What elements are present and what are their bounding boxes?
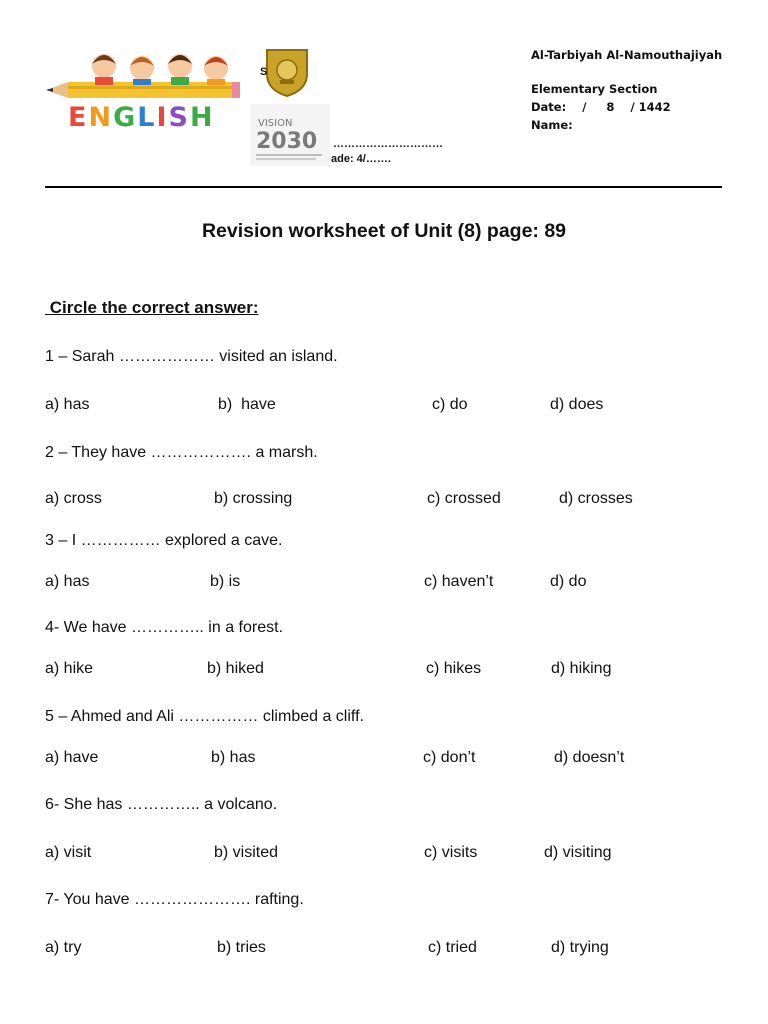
vision-2030-logo bbox=[250, 104, 330, 166]
question-5: 5 – Ahmed and Ali …………… climbed a cliff. bbox=[45, 708, 364, 725]
question-4: 4- We have ………….. in a forest. bbox=[45, 619, 284, 636]
q2-option-d[interactable]: d) crosses bbox=[559, 490, 633, 507]
question-7: 7- You have …………………. rafting. bbox=[45, 891, 304, 908]
q3-option-a[interactable]: a) has bbox=[45, 573, 90, 590]
q3-option-b[interactable]: b) is bbox=[210, 573, 241, 590]
q3-option-d[interactable]: d) do bbox=[550, 573, 587, 590]
kids-pencil-illustration bbox=[46, 42, 242, 102]
q7-option-b[interactable]: b) tries bbox=[217, 939, 266, 956]
worksheet-title: Revision worksheet of Unit (8) page: 89 bbox=[201, 220, 567, 242]
q2-option-a[interactable]: a) cross bbox=[45, 490, 102, 507]
logo-letter: N bbox=[88, 102, 114, 133]
crest-letter: S bbox=[260, 66, 268, 78]
q1-option-b[interactable]: b) have bbox=[218, 396, 276, 413]
name-dots: ………………………… bbox=[333, 138, 443, 150]
header-divider bbox=[45, 186, 722, 188]
logo-letter: I bbox=[156, 102, 169, 133]
english-logo bbox=[46, 42, 242, 138]
q5-option-c[interactable]: c) don’t bbox=[423, 749, 476, 766]
vision-label: VISION bbox=[258, 118, 293, 129]
q6-option-c[interactable]: c) visits bbox=[424, 844, 478, 861]
section-name: Elementary Section bbox=[531, 82, 658, 96]
grade-line: ade: 4/……. bbox=[331, 153, 391, 165]
vision-year: 2030 bbox=[256, 129, 318, 154]
q7-option-a[interactable]: a) try bbox=[45, 939, 82, 956]
q6-option-d[interactable]: d) visiting bbox=[544, 844, 612, 861]
question-1: 1 – Sarah ……………… visited an island. bbox=[45, 348, 338, 365]
q1-option-c[interactable]: c) do bbox=[432, 396, 468, 413]
q4-option-d[interactable]: d) hiking bbox=[551, 660, 612, 677]
logo-letter: E bbox=[68, 102, 89, 133]
question-2: 2 – They have ………………. a marsh. bbox=[45, 444, 318, 461]
date-field: Date: / 8 / 1442 bbox=[531, 100, 671, 114]
question-6: 6- She has ………….. a volcano. bbox=[45, 796, 278, 813]
q3-option-c[interactable]: c) haven’t bbox=[424, 573, 494, 590]
logo-word bbox=[68, 102, 215, 133]
q5-option-b[interactable]: b) has bbox=[211, 749, 256, 766]
q2-option-b[interactable]: b) crossing bbox=[214, 490, 293, 507]
q4-option-a[interactable]: a) hike bbox=[45, 660, 94, 677]
school-name: Al-Tarbiyah Al-Namouthajiyah bbox=[531, 48, 723, 62]
q5-option-a[interactable]: a) have bbox=[45, 749, 99, 766]
name-field: Name: bbox=[531, 118, 573, 132]
logo-letter: H bbox=[189, 102, 215, 133]
question-3: 3 – I …………… explored a cave. bbox=[45, 532, 283, 549]
q1-option-d[interactable]: d) does bbox=[550, 396, 604, 413]
q7-option-c[interactable]: c) tried bbox=[428, 939, 477, 956]
q4-option-b[interactable]: b) hiked bbox=[207, 660, 264, 677]
q1-option-a[interactable]: a) has bbox=[45, 396, 90, 413]
q6-option-b[interactable]: b) visited bbox=[214, 844, 279, 861]
q7-option-d[interactable]: d) trying bbox=[551, 939, 609, 956]
logo-letter: G bbox=[113, 102, 138, 133]
logo-letter: L bbox=[137, 102, 157, 133]
school-crest-icon bbox=[262, 44, 312, 98]
q6-option-a[interactable]: a) visit bbox=[45, 844, 92, 861]
instruction: Circle the correct answer: bbox=[45, 298, 259, 317]
q4-option-c[interactable]: c) hikes bbox=[426, 660, 482, 677]
q2-option-c[interactable]: c) crossed bbox=[427, 490, 501, 507]
logo-letter: S bbox=[168, 102, 190, 133]
q5-option-d[interactable]: d) doesn’t bbox=[554, 749, 625, 766]
